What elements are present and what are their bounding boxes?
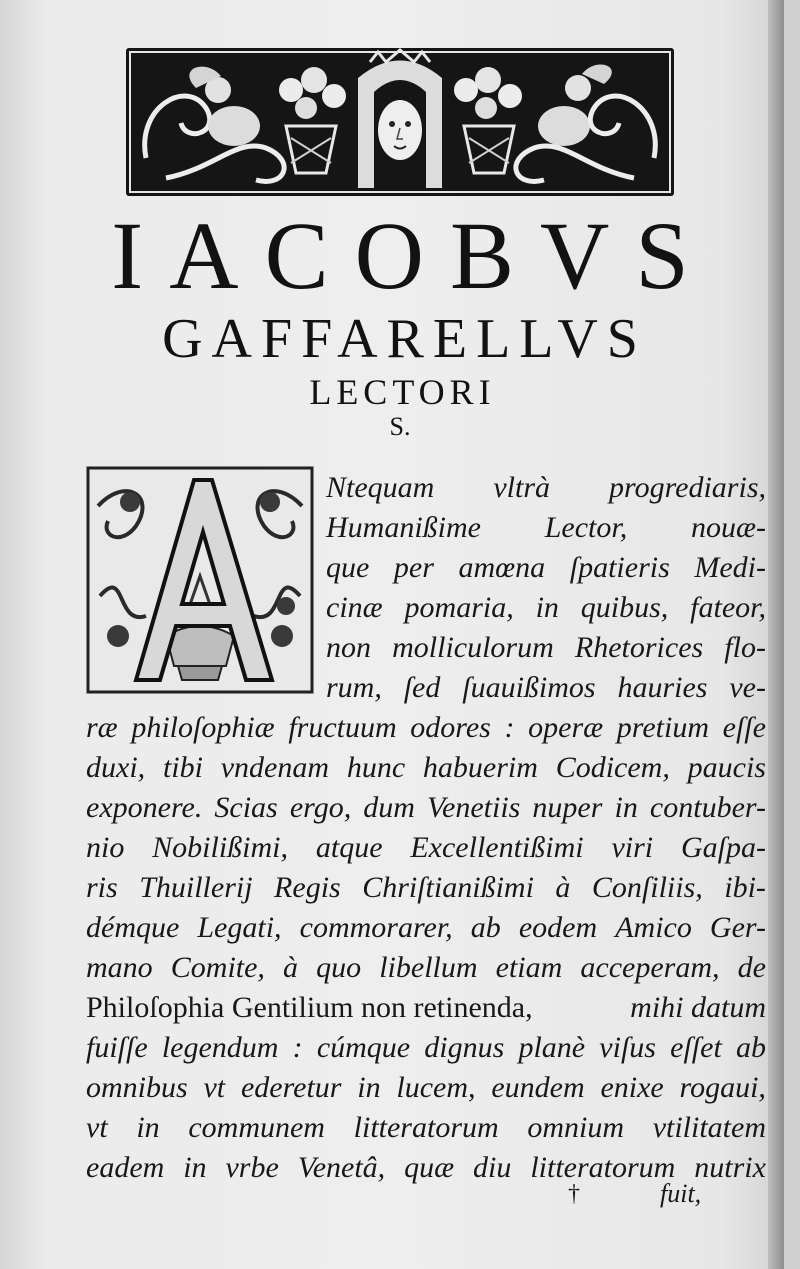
- text-line: que per amœna ſpatieris Medi-: [326, 551, 766, 584]
- text-line: démque Legati, commorarer, ab eodem Amico Ger-: [86, 911, 766, 944]
- text-line: cinæ pomaria, in quibus, fateor,: [326, 591, 766, 624]
- text-line: Ntequam vltrà progrediaris,: [326, 471, 766, 504]
- roman-text: Philoſophia Gentilium non retinenda,: [86, 991, 533, 1024]
- italic-text: mihi datum: [630, 991, 766, 1024]
- catchword: fuit,: [660, 1179, 702, 1208]
- title-iacobus: IACOBVS: [111, 202, 715, 309]
- text-line: rum, ſed ſuauißimos hauries ve-: [326, 671, 766, 704]
- text-line: ris Thuillerij Regis Chriſtianißimi à Conſiliis, ibi-: [86, 871, 766, 904]
- text-line: fuiſſe legendum : cúmque dignus planè viſus eſſet ab: [86, 1031, 766, 1064]
- text-line: vt in communem litteratorum omnium vtilitatem: [86, 1111, 766, 1144]
- text-line: omnibus vt ederetur in lucem, eundem enixe rogaui,: [86, 1071, 766, 1104]
- page-edge: [768, 0, 784, 1269]
- text-line: nio Nobilißimi, atque Excellentißimi viri Gaſpa-: [86, 831, 766, 864]
- text-line: ræ philoſophiæ fructuum odores : operæ pretium eſſe: [86, 711, 766, 744]
- text-line: duxi, tibi vndenam hunc habuerim Codicem, paucis: [86, 751, 766, 784]
- text-line: Humanißime Lector, nouæ-: [326, 511, 766, 544]
- text-line: exponere. Scias ergo, dum Venetiis nuper in contuber-: [86, 791, 766, 824]
- text-line: eadem in vrbe Venetâ, quæ diu litteratorum nutrix: [86, 1151, 766, 1184]
- text-line: non molliculorum Rhetorices flo-: [326, 631, 766, 664]
- signature-line: [86, 1176, 766, 1212]
- title-gaffarellus: GAFFARELLVS: [162, 308, 647, 370]
- text-line: mano Comite, à quo libellum etiam acceperam, de: [86, 951, 766, 984]
- signature-mark: †: [568, 1181, 580, 1207]
- decorated-initial-icon: [86, 466, 314, 694]
- text-line-roman: [86, 990, 766, 1026]
- ornamental-headpiece-icon: [126, 48, 674, 196]
- title-salutem: S.: [389, 412, 411, 441]
- title-lectori: LECTORI: [309, 372, 496, 412]
